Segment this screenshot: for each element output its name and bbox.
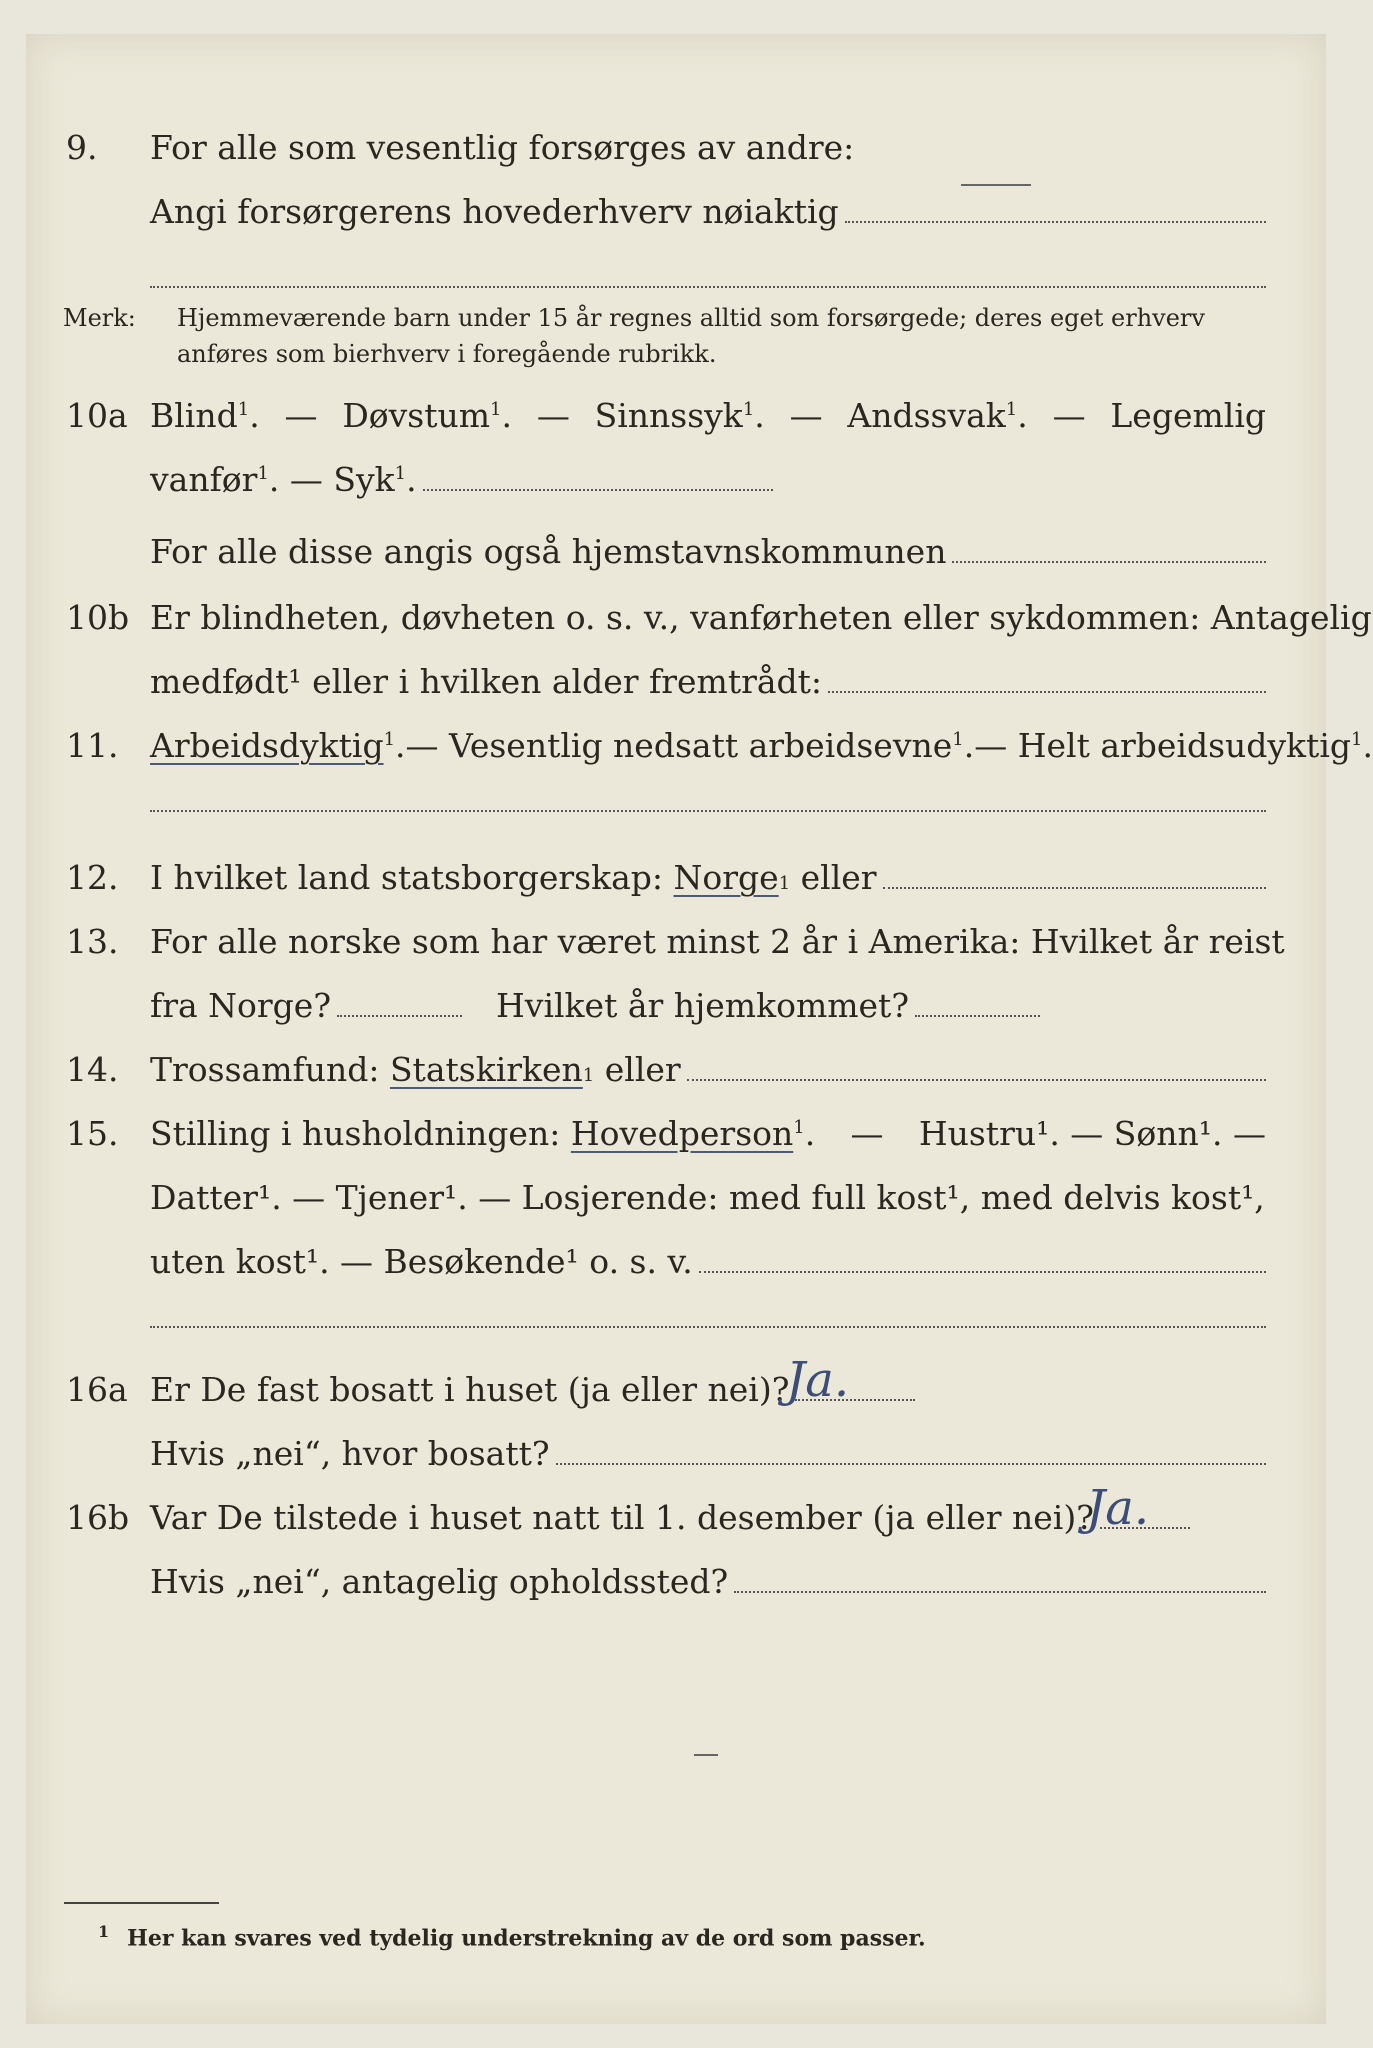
option-arbeidsudyktig[interactable]: — Helt arbeidsudyktig xyxy=(974,726,1351,765)
option-sinnssyk[interactable]: Sinnssyk xyxy=(594,396,743,435)
footnote xyxy=(98,1922,926,1951)
q12-eller: eller xyxy=(790,858,877,897)
q16a-where-field[interactable] xyxy=(556,1462,1266,1465)
q10a-municipality-field[interactable] xyxy=(952,560,1266,563)
option-statskirken[interactable]: Statskirken xyxy=(389,1050,583,1089)
q10a-syk-field[interactable] xyxy=(423,488,773,491)
q10b-question: Er blindheten, døvheten o. s. v., vanførheten eller sykdommen: Antagelig xyxy=(150,598,1372,637)
q15-options-3[interactable]: uten kost¹. — Besøkende¹ o. s. v. xyxy=(150,1242,693,1281)
q12-number: 12. xyxy=(66,858,119,897)
q9-provider-field[interactable] xyxy=(845,220,1266,223)
q13-return-label: Hvilket år hjemkommet? xyxy=(496,986,910,1025)
q10b-age-field[interactable] xyxy=(828,690,1266,693)
q15-other-field[interactable] xyxy=(699,1270,1266,1273)
option-arbeidsdyktig[interactable]: Arbeidsdyktig xyxy=(150,726,384,765)
option-nedsatt-arbeidsevne[interactable]: — Vesentlig nedsatt arbeidsevne xyxy=(405,726,953,765)
q10b-age-label: medfødt¹ eller i hvilken alder fremtrådt: xyxy=(150,662,823,701)
footnote-rule xyxy=(64,1902,219,1904)
option-andssvak[interactable]: Andssvak xyxy=(847,396,1006,435)
q11-number: 11. xyxy=(66,726,119,765)
q9-number: 9. xyxy=(66,128,98,167)
option-legemlig[interactable]: Legemlig xyxy=(1110,396,1266,435)
footnote-text: Her kan svares ved tydelig understrekning av de ord som passer. xyxy=(127,1925,926,1952)
q12-country-field[interactable] xyxy=(883,886,1266,889)
q11-extra-field[interactable] xyxy=(150,810,1266,812)
census-form-page: 9. For alle som vesentlig forsørges av andre: Angi forsørgerens hovederhverv nøiaktig Merk: Hjemmeværende barn under 15 år regnes alltid som forsørgede; deres eget erhverv anføres som bierhverv i foregående rubrikk. 10a Blind$^1$. — Døvstum$^1$. — Sinnssyk$^1$. — Andssvak$^1$. — Legemlig vanfør$^1$. — Syk$^1$. For alle disse angis også hjemstavnskommunen 10b Er blindheten, døvheten o. s. v., vanførheten eller sykdommen: Antagelig medfødt¹ eller i hvilken alder fremtrådt: 11. Arbeidsdyktig$^1$. — Vesentlig nedsatt arbeidsevne$^1$. — Helt arbeidsudyktig$^1$. 12. I hvilket land statsborgerskap: Norge 1 eller 13. For alle norske som har været minst 2 år i Amerika: Hvilket år reist fra Norge? Hvilket år hjemkommet? 14. Trossamfund: Statskirken 1 eller 15. Stilling i husholdningen: Hovedperson$^1$. — Hustru¹. — Sønn¹. — Datter¹. — Tjener¹. — Losjerende: med full kost¹, med delvis kost¹, uten kost¹. — Besøkende¹ o. s. v. 16a Er De fast bosatt i huset (ja eller nei)? Ja. Hvis „nei“, hvor bosatt? 16b Var De tilstede i huset natt til 1. desember (ja eller nei)? Ja. Hvis „nei“, antagelig opholdssted? $^1$ Her kan svares ved tydelig understrekning av de ord som passer. xyxy=(26,34,1326,2024)
q16b-handwritten-answer: Ja. xyxy=(1086,1480,1150,1536)
q9-question: For alle som vesentlig forsørges av andre: xyxy=(150,128,855,167)
q16a-number: 16a xyxy=(66,1370,128,1409)
q13-return-field[interactable] xyxy=(915,1014,1040,1017)
q15-options-1[interactable]: Hustru¹. — Sønn¹. — xyxy=(918,1114,1266,1153)
q9-provider-label: Angi forsørgerens hovederhverv nøiaktig xyxy=(150,192,839,231)
footnote-marker: 1 xyxy=(98,1922,110,1941)
q16b-question: Var De tilstede i huset natt til 1. desember (ja eller nei)? xyxy=(150,1498,1094,1537)
center-mark xyxy=(694,1754,718,1756)
q15-options-2[interactable]: Datter¹. — Tjener¹. — Losjerende: med full kost¹, med delvis kost¹, xyxy=(150,1178,1265,1217)
q14-faith-field[interactable] xyxy=(687,1078,1266,1081)
q16a-question: Er De fast bosatt i huset (ja eller nei)? xyxy=(150,1370,790,1409)
q14-number: 14. xyxy=(66,1050,119,1089)
q16b-number: 16b xyxy=(66,1498,130,1537)
q15-number: 15. xyxy=(66,1114,119,1153)
merk-line-1: Hjemmeværende barn under 15 år regnes alltid som forsørgede; deres eget erhverv xyxy=(177,304,1205,332)
merk-label: Merk: xyxy=(63,304,136,332)
option-hovedperson[interactable]: Hovedperson xyxy=(570,1114,794,1153)
pen-mark xyxy=(961,184,1031,186)
q16a-where-label: Hvis „nei“, hvor bosatt? xyxy=(150,1434,550,1473)
q13-number: 13. xyxy=(66,922,119,961)
q10b-number: 10b xyxy=(66,598,130,637)
q12-question: I hvilket land statsborgerskap: xyxy=(150,858,674,897)
option-vanfor[interactable]: vanfør xyxy=(150,460,258,499)
q13-question: For alle norske som har været minst 2 år i Amerika: Hvilket år reist xyxy=(150,922,1285,961)
q14-eller: eller xyxy=(594,1050,681,1089)
option-norge[interactable]: Norge xyxy=(673,858,779,897)
q10a-municipality-label: For alle disse angis også hjemstavnskommunen xyxy=(150,532,947,571)
option-blind[interactable]: Blind xyxy=(150,396,238,435)
q15-extra-field[interactable] xyxy=(150,1326,1266,1328)
q14-question: Trossamfund: xyxy=(150,1050,390,1089)
option-syk[interactable]: Syk xyxy=(333,460,395,499)
merk-line-2: anføres som bierhverv i foregående rubrikk. xyxy=(177,340,717,368)
option-dovstum[interactable]: Døvstum xyxy=(342,396,491,435)
q13-departure-label: fra Norge? xyxy=(150,986,332,1025)
q10a-number: 10a xyxy=(66,396,128,435)
q13-departure-field[interactable] xyxy=(337,1014,462,1017)
q15-question: Stilling i husholdningen: xyxy=(150,1114,571,1153)
q16a-handwritten-answer: Ja. xyxy=(786,1352,850,1408)
q9-extra-field[interactable] xyxy=(150,286,1266,288)
q16b-whereabouts-field[interactable] xyxy=(734,1590,1266,1593)
q16b-whereabouts-label: Hvis „nei“, antagelig opholdssted? xyxy=(150,1562,729,1601)
